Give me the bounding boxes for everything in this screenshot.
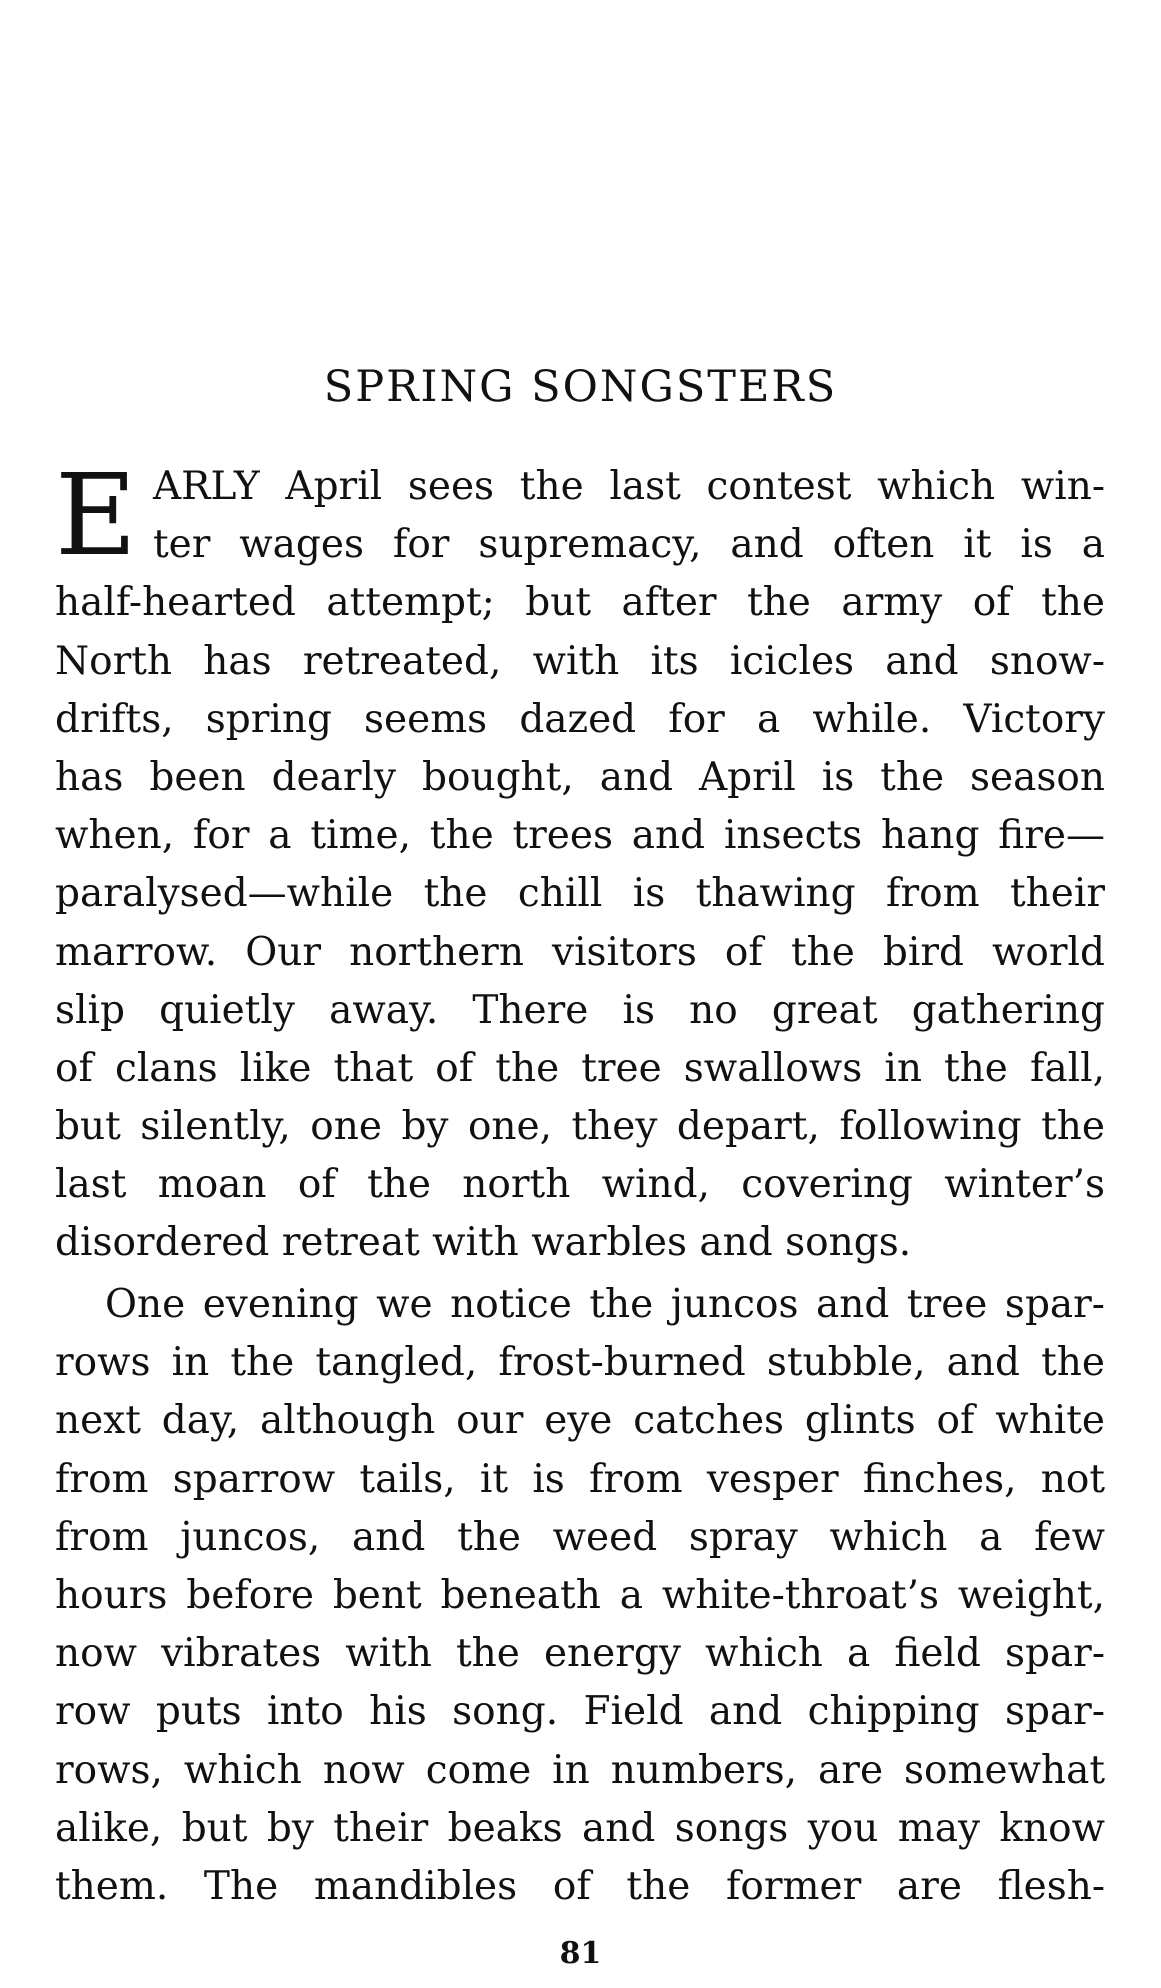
text-line: from sparrow tails, it is from vesper finches, not bbox=[55, 1456, 1105, 1502]
text-line: marrow. Our northern visitors of the bird world bbox=[55, 929, 1105, 975]
text-line: from juncos, and the weed spray which a few bbox=[55, 1514, 1105, 1560]
text-line: One evening we notice the juncos and tree spar- bbox=[105, 1282, 1105, 1327]
text-line: now vibrates with the energy which a field spar- bbox=[55, 1631, 1105, 1677]
drop-cap: E bbox=[55, 451, 137, 581]
text-line: slip quietly away. There is no great gathering bbox=[55, 987, 1105, 1033]
text-line: paralysed—while the chill is thawing from their bbox=[55, 871, 1105, 917]
paragraph-2 bbox=[55, 1276, 1105, 1916]
text-line: next day, although our eye catches glints of white bbox=[55, 1398, 1105, 1444]
text-line: when, for a time, the trees and insects hang fire— bbox=[55, 813, 1105, 859]
text-line: rows in the tangled, frost-burned stubble, and the bbox=[55, 1340, 1105, 1386]
page-number: 81 bbox=[559, 1936, 602, 1971]
text-line: hours before bent beneath a white-throat’s weight, bbox=[55, 1572, 1105, 1618]
text-line: drifts, spring seems dazed for a while. Victory bbox=[55, 696, 1105, 742]
text-line: alike, but by their beaks and songs you may know bbox=[55, 1805, 1105, 1851]
text-line: ARLY April sees the last contest which win- bbox=[153, 464, 1105, 509]
text-line: them. The mandibles of the former are flesh- bbox=[55, 1863, 1105, 1909]
text-line: rows, which now come in numbers, are somewhat bbox=[55, 1747, 1105, 1793]
text-line: disordered retreat with warbles and songs. bbox=[55, 1220, 912, 1266]
text-line: has been dearly bought, and April is the season bbox=[55, 754, 1105, 800]
text-line: ter wages for supremacy, and often it is a bbox=[153, 522, 1105, 568]
text-line: of clans like that of the tree swallows in the fall, bbox=[55, 1045, 1105, 1091]
text-line: row puts into his song. Field and chipping spar- bbox=[55, 1689, 1105, 1735]
text-line: last moan of the north wind, covering winter’s bbox=[55, 1162, 1105, 1208]
chapter-title: SPRING SONGSTERS bbox=[323, 362, 838, 412]
text-line: but silently, one by one, they depart, following the bbox=[55, 1104, 1105, 1150]
text-line: half-hearted attempt; but after the army of the bbox=[55, 580, 1105, 626]
paragraph-1 bbox=[55, 451, 1105, 1273]
text-line: North has retreated, with its icicles and snow- bbox=[55, 638, 1105, 684]
